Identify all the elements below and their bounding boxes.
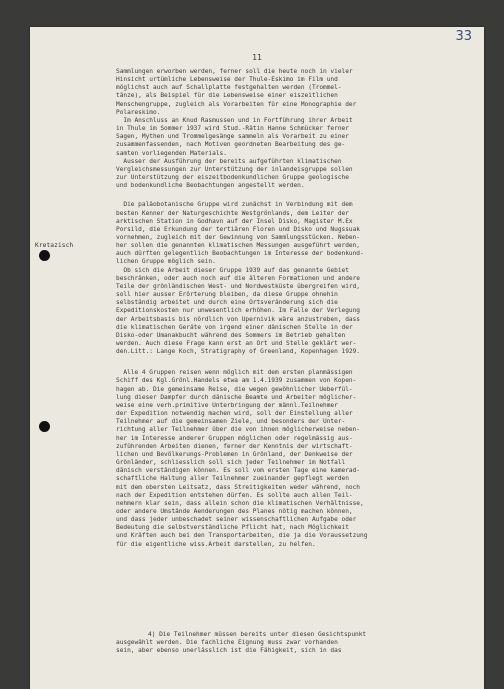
text-line: soll hier ausser Erörterung bleiben, da diese Gruppe ohnehin <box>116 291 338 299</box>
text-line: Im Anschluss an Knud Rasmussen und in Fortführung ihrer Arbeit <box>116 116 353 124</box>
text-line: lichen und Bevölkerungs-Problemen in Grönland, der Denkweise der <box>116 450 353 458</box>
document-page <box>30 27 484 689</box>
margin-annotation: Kretazisch <box>35 242 74 249</box>
text-line: die klimatischen Geräte von irgend einer dänischen Stelle in der <box>116 323 353 331</box>
text-line: für die eigentliche wiss.Arbeit darstellen, zu helfen. <box>116 540 316 548</box>
text-line: nach der Expedition entstehen dürfen. Es sollte auch allen Teil- <box>116 491 353 499</box>
text-line: werden. Auch diese Frage kann erst an Ort und Stelle geklärt wer- <box>116 340 357 347</box>
text-line: richtung aller Teilnehmer über die von ihnen möglicherweise neben- <box>116 426 361 434</box>
text-line: Die paläobotanische Gruppe wird zunächst in Verbindung mit dem <box>116 201 353 209</box>
text-line: Vergleichsmessungen zur Unterstützung der inlandeisgruppe sollen <box>116 165 353 173</box>
text-line: möglichst auch auf Schallplatte festgehalten werden (Trommel- <box>116 84 342 92</box>
text-line: vornehmen, zugleich mit der Gewinnung von Sammlungsstücken. Neben- <box>116 233 361 241</box>
closing-paragraph <box>116 631 471 655</box>
text-line: selbständig arbeitet und durch eine Ortsveränderung sich die <box>116 299 338 307</box>
text-line: Teilnehmer auf die gemeinsamen Ziele, und besonders der Unter- <box>116 418 346 426</box>
text-line: den.Litt.: Lange Koch, Stratigraphy of Greenland, Kopenhagen 1929. <box>116 348 361 356</box>
text-line: 4) Die Teilnehmer müssen bereits unter diesen Gesichtspunkt <box>148 631 367 638</box>
punch-hole-icon <box>39 250 50 261</box>
text-line: Ausser der Ausführung der bereits aufgeführten klimatischen <box>116 157 342 165</box>
text-line: sein, aber ebenso unerlässlich ist die Fähigkeit, sich in das <box>116 647 342 655</box>
text-line: arktischen Station in Godhavn auf der Insel Disko, Magister M.Ex <box>116 217 353 225</box>
text-line: nehmern klar sein, dass allein schon die klimatischen Verhältnisse, <box>116 499 364 507</box>
text-line: her sollen die genannten klimatischen Messungen ausgeführt werden, <box>116 242 361 250</box>
folio-number: 33 <box>455 29 472 44</box>
text-line: zuführenden Arbeiten dienen, ferner der Kenntnis der wirtschaft- <box>116 442 353 450</box>
paragraph-3 <box>116 369 471 548</box>
text-line: Expeditionskosten nur unwesentlich erhöhen. Im Falle der Verlegung <box>116 307 361 315</box>
text-line: der Expedition notwendig machen wird, soll der Einstellung aller <box>116 410 353 418</box>
text-line: der Arbeitsbasis bis nördlich von Upernivik wäre anzustreben, dass <box>116 315 361 323</box>
document-body <box>116 68 471 549</box>
text-line: zusammenfassenden, nach Motiven geordneten Bearbeitung des ge- <box>116 141 346 149</box>
text-line: tänze), als Beispiel für die Lebensweise einer eiszeitlichen <box>116 92 338 100</box>
text-line: beschränken, oder auch noch auf die älteren Formationen und andere <box>116 274 361 282</box>
text-line: dänisch verständigen können. Es soll vom ersten Tage eine kamerad- <box>116 467 361 475</box>
text-line: Alle 4 Gruppen reisen wenn möglich mit dem ersten planmässigen <box>116 369 353 377</box>
text-line: schaftliche Haltung aller Teilnehmer zueinander gepflegt werden <box>116 475 349 483</box>
text-line: und dass jeder unbeschadet seiner wissenschaftlichen Aufgabe oder <box>116 516 357 524</box>
text-line: Grönländer, schliesslich soll sich jeder Teilnehmer im Notfall <box>116 459 346 467</box>
text-line: und bodenkundliche Beobachtungen angestellt werden. <box>116 182 305 190</box>
text-line: her im Interesse anderer Gruppen möglichen oder regelmässig aus- <box>116 434 353 442</box>
text-line: Porsild, die Erkundung der tertiären Floren und Disko und Nugssuak <box>116 225 361 233</box>
text-line: in Thule im Sommer 1937 wird Stud.-Rätin Hanne Schmücker ferner <box>116 125 349 133</box>
text-line: Ob sich die Arbeit dieser Gruppe 1939 auf das genannte Gebiet <box>116 266 349 274</box>
paragraph-2 <box>116 201 471 356</box>
text-line: Schiff des Kgl.Grönl.Handels etwa am 1.4.1939 zusammen von Kopen- <box>116 377 357 385</box>
text-line: lichen Gruppe möglich sein. <box>116 258 216 266</box>
text-line: Menschengruppe, zugleich als Vorarbeiten für eine Monographie der <box>116 100 357 108</box>
text-line: weise eine verh.primitive Unterbringung der männl.Teilnehmer <box>116 401 338 409</box>
text-line: Hinsicht urtümliche Lebensweise der Thule-Eskimo im Film und <box>116 76 338 84</box>
text-line: mit dem obersten Leitsatz, dass Streitigkeiten weder während, noch <box>116 483 361 491</box>
text-line: Disko-oder Umanakbucht während des Sommers im Betrieb gehalten <box>116 331 346 339</box>
text-line: zur Unterstützung der eiszeitbodenkundlichen Gruppe geologische <box>116 174 349 182</box>
text-line: auch dürften gelegentlich Beobachtungen im Interesse der bodenkund- <box>116 250 364 258</box>
text-line: hagen ab. Die gemeinsame Reise, die wegen gewöhnlicher Ueberfül- <box>116 385 353 393</box>
text-line: Sammlungen erworben werden, ferner soll die heute noch in vieler <box>116 68 353 75</box>
text-line: Sagen, Mythen und Trommelgesänge sammeln als Vorarbeit zu einer <box>116 133 349 141</box>
text-line: Bedeutung die selbstverständliche Pflicht hat, nach Möglichkeit <box>116 524 349 532</box>
text-line: Teile der grönländischen West- und Nordwestküste übergreifen wird, <box>116 282 361 290</box>
text-line: Polareskimo. <box>116 108 161 116</box>
punch-hole-icon <box>39 421 50 432</box>
text-line: oder andere Umstände Aenderungen des Planes nötig machen können, <box>116 507 353 515</box>
text-line: und Kräften auch bei den Transportarbeiten, die ja die Voraussetzung <box>116 532 368 540</box>
page-number: 11 <box>252 53 262 62</box>
text-line: samten vorliegenden Materials. <box>116 149 227 157</box>
text-line: lung dieser Dampfer durch dänische Beamte und Arbeiter möglicher- <box>116 393 357 401</box>
paragraph-1 <box>116 68 471 190</box>
text-line: ausgewählt werden. Die fachliche Eignung muss zwar vorhanden <box>116 639 338 647</box>
text-line: besten Kenner der Naturgeschichte Westgrönlands, dem Leiter der <box>116 209 349 217</box>
